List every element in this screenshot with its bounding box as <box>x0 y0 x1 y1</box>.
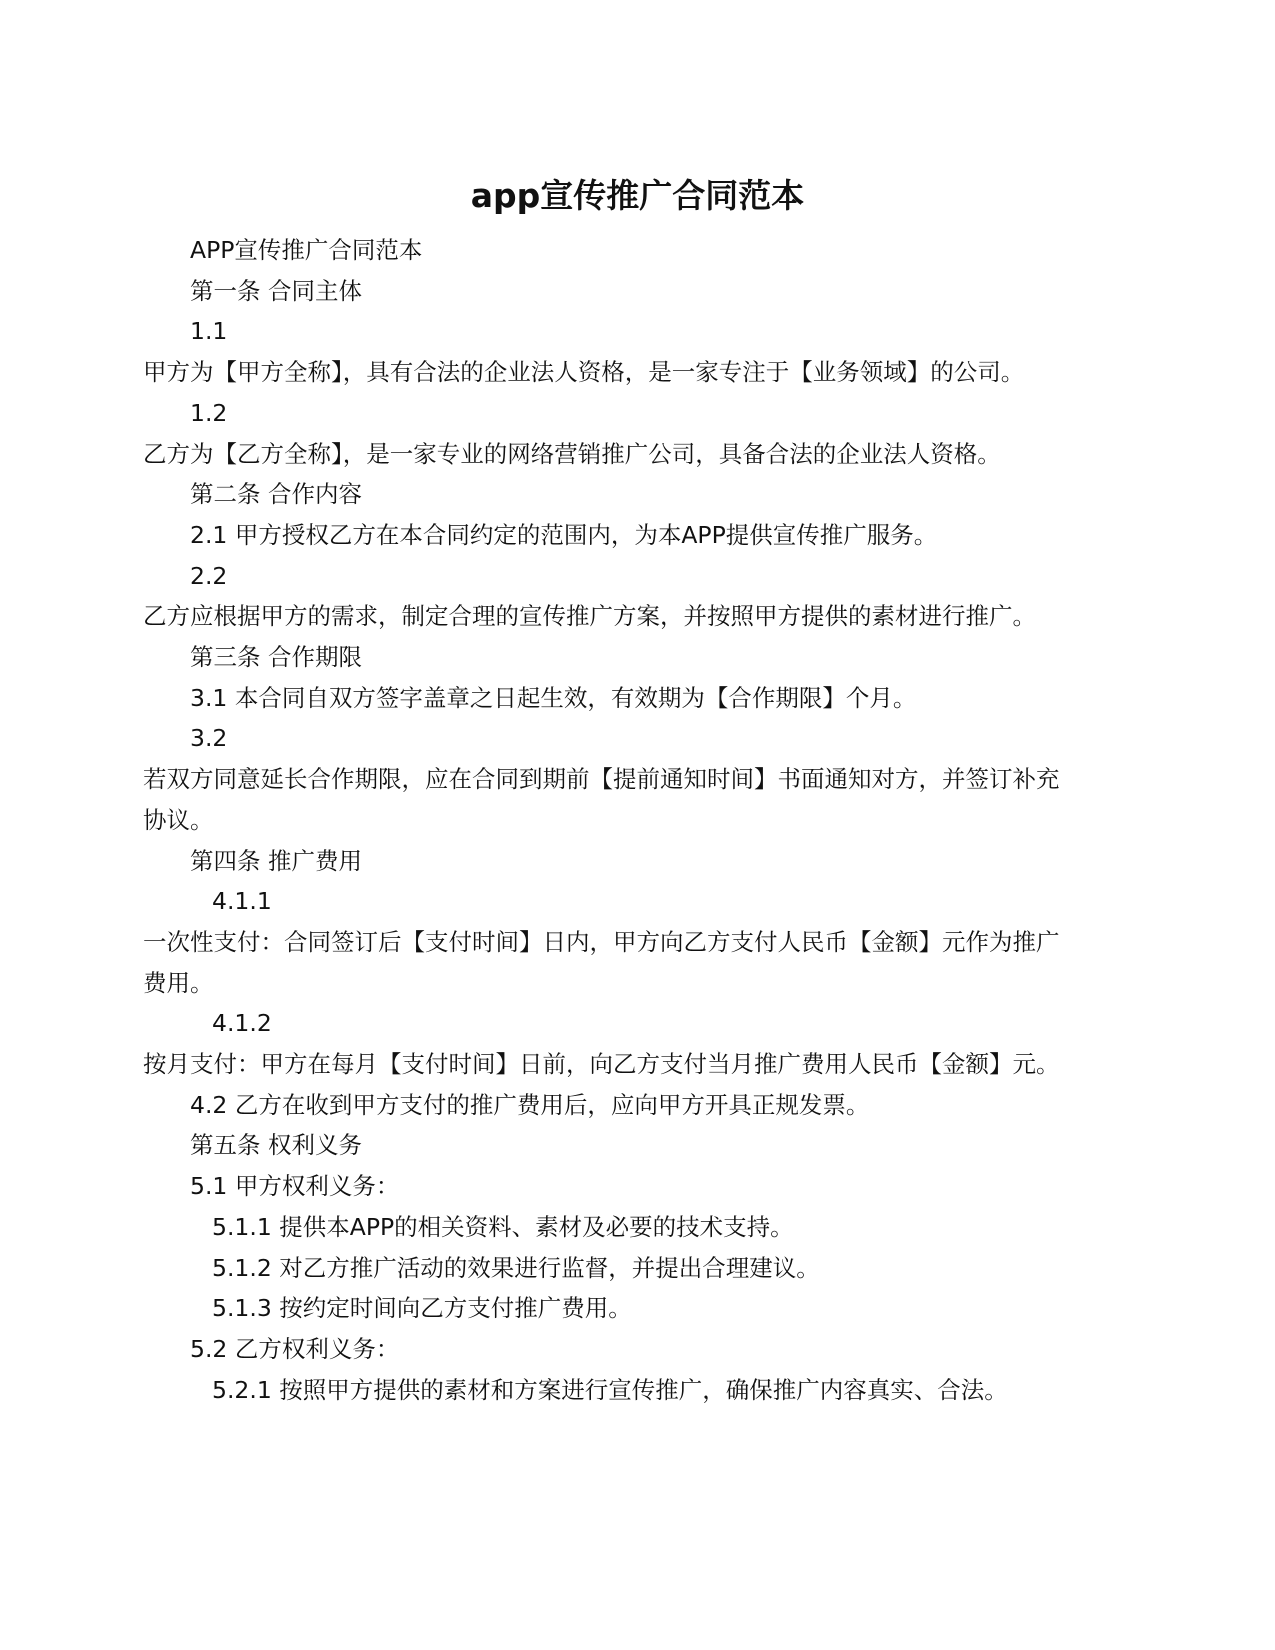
paragraph: 第五条 权利义务 <box>190 1131 362 1160</box>
paragraph: APP宣传推广合同范本 <box>190 236 423 264</box>
paragraph: 3.1 本合同自双方签字盖章之日起生效，有效期为【合作期限】个月。 <box>190 683 917 712</box>
paragraph: 4.2 乙方在收到甲方支付的推广费用后，应向甲方开具正规发票。 <box>190 1090 870 1119</box>
paragraph: 乙方应根据甲方的需求，制定合理的宣传推广方案，并按照甲方提供的素材进行推广。 <box>143 602 1036 631</box>
paragraph: 第三条 合作期限 <box>190 643 362 672</box>
paragraph: 按月支付：甲方在每月【支付时间】日前，向乙方支付当月推广费用人民币【金额】元。 <box>143 1050 1060 1079</box>
paragraph: 5.2 乙方权利义务： <box>190 1334 400 1363</box>
paragraph: 第一条 合同主体 <box>190 276 362 305</box>
paragraph: 第四条 推广费用 <box>190 846 362 875</box>
paragraph: 乙方为【乙方全称】，是一家专业的网络营销推广公司，具备合法的企业法人资格。 <box>143 439 1001 468</box>
paragraph: 4.1.2 <box>212 1009 272 1038</box>
paragraph: 5.1.1 提供本APP的相关资料、素材及必要的技术支持。 <box>212 1212 794 1241</box>
paragraph: 一次性支付：合同签订后【支付时间】日内，甲方向乙方支付人民币【金额】元作为推广费用。 <box>143 927 1060 997</box>
paragraph: 若双方同意延长合作期限，应在合同到期前【提前通知时间】书面通知对方，并签订补充协议。 <box>143 765 1060 834</box>
paragraph: 3.2 <box>190 724 228 753</box>
paragraph: 1.2 <box>190 398 228 427</box>
paragraph: 甲方为【甲方全称】，具有合法的企业法人资格，是一家专注于【业务领域】的公司。 <box>143 358 1025 387</box>
paragraph: 5.1.2 对乙方推广活动的效果进行监督，并提出合理建议。 <box>212 1253 820 1282</box>
paragraph: 第二条 合作内容 <box>190 480 362 509</box>
document-title: app宣传推广合同范本 <box>470 176 805 215</box>
paragraph: 5.1.3 按约定时间向乙方支付推广费用。 <box>212 1294 632 1323</box>
paragraph: 5.1 甲方权利义务： <box>190 1172 400 1201</box>
paragraph: 4.1.1 <box>212 887 272 916</box>
paragraph: 2.1 甲方授权乙方在本合同约定的范围内，为本APP提供宣传推广服务。 <box>190 520 938 549</box>
paragraph: 5.2.1 按照甲方提供的素材和方案进行宣传推广，确保推广内容真实、合法。 <box>212 1375 1008 1404</box>
document-body <box>143 230 1078 1410</box>
paragraph: 1.1 <box>190 317 228 346</box>
paragraph: 2.2 <box>190 561 228 590</box>
